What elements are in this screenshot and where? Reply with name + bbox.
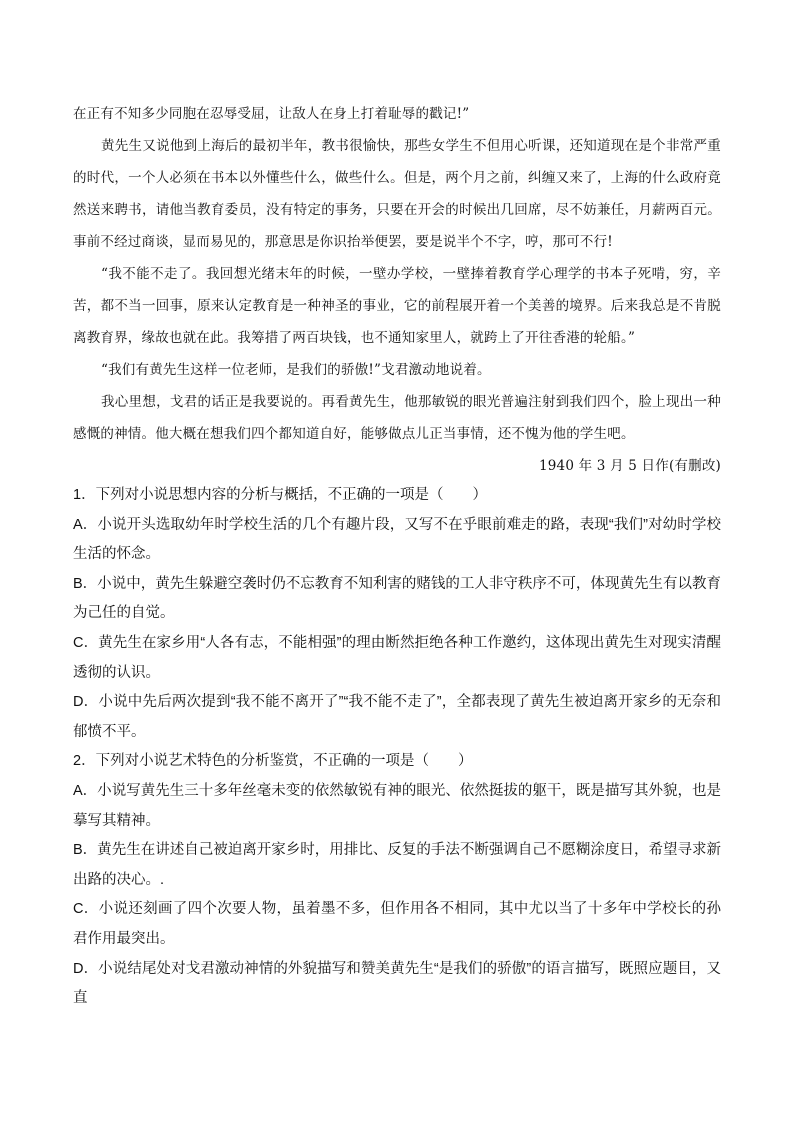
passage-paragraph: “我们有黄先生这样一位老师，是我们的骄傲!”戈君激动地说着。: [101, 362, 491, 378]
passage-paragraph: 黄先生又说他到上海后的最初半年，教书很愉快，那些女学生不但用心听课，还知道现在是个非常严重的时代，一个人必须在书本以外懂些什么，做些什么。但是，两个月之前，纠缠又来了，上海的什么政府竟然送来聘书，请他当教育委员，没有特定的事务，只要在开会的时候出几回席，尽不妨兼任，月薪两百元。事前不经过商谈，显而易见的，那意思是你识抬举便罢，要是说半个不字，哼，那可不行!: [73, 138, 721, 250]
question-2-option-b: B．黄先生在讲述自己被迫离开家乡时，用排比、反复的手法不断强调自己不愿糊涂度日，希望寻求新出路的决心。.: [73, 842, 721, 888]
question-1-option-d: D．小说中先后两次提到“我不能不离开了”“我不能不走了”，全都表现了黄先生被迫离开家乡的无奈和郁愤不平。: [73, 694, 721, 740]
questions-section: [73, 481, 721, 1014]
passage-paragraph: 我心里想，戈君的话正是我要说的。再看黄先生，他那敏锐的眼光普遍注射到我们四个，脸上现出一种感慨的神情。他大概在想我们四个都知道自好，能够做点儿正当事情，还不愧为他的学生吧。: [73, 394, 721, 442]
novel-passage: [73, 98, 721, 482]
question-1-option-b: B．小说中，黄先生躲避空袭时仍不忘教育不知利害的赌钱的工人非守秩序不可，体现黄先生有以教育为己任的自觉。: [73, 575, 721, 622]
question-1-option-a: A．小说开头选取幼年时学校生活的几个有趣片段，又写不在乎眼前难走的路，表现“我们”对幼时学校生活的怀念。: [73, 516, 721, 563]
question-2-option-c: C．小说还刻画了四个次要人物，虽着墨不多，但作用各不相同，其中尤以当了十多年中学校长的孙君作用最突出。: [73, 901, 721, 947]
passage-date: 1940 年 3 月 5 日作(有删改): [538, 458, 721, 474]
passage-paragraph: 在正有不知多少同胞在忍辱受屈，让敌人在身上打着耻辱的戳记!”: [73, 106, 470, 122]
question-1-option-c: C．黄先生在家乡用“人各有志，不能相强”的理由断然拒绝各种工作邀约，这体现出黄先生对现实清醒透彻的认识。: [73, 634, 721, 681]
passage-paragraph: “我不能不走了。我回想光绪末年的时候，一壁办学校，一壁捧着教育学心理学的书本子死啃，穷，辛苦，都不当一回事，原来认定教育是一种神圣的事业，它的前程展开着一个美善的境界。后来我总是不肯脱离教育界，缘故也就在此。我筹措了两百块钱，也不通知家里人，就跨上了开往香港的轮船。”: [73, 266, 721, 346]
question-2-option-d: D．小说结尾处对戈君激动神情的外貌描写和赞美黄先生“是我们的骄傲”的语言描写，既照应题目，又直: [73, 960, 721, 1007]
question-1-stem: 1．下列对小说思想内容的分析与概括，不正确的一项是（ ）: [73, 487, 488, 503]
question-2-option-a: A．小说写黄先生三十多年丝毫未变的依然敏锐有神的眼光、依然挺拔的躯干，既是描写其外貌，也是摹写其精神。: [73, 782, 721, 829]
question-2-stem: 2．下列对小说艺术特色的分析鉴赏，不正确的一项是（ ）: [73, 753, 473, 770]
